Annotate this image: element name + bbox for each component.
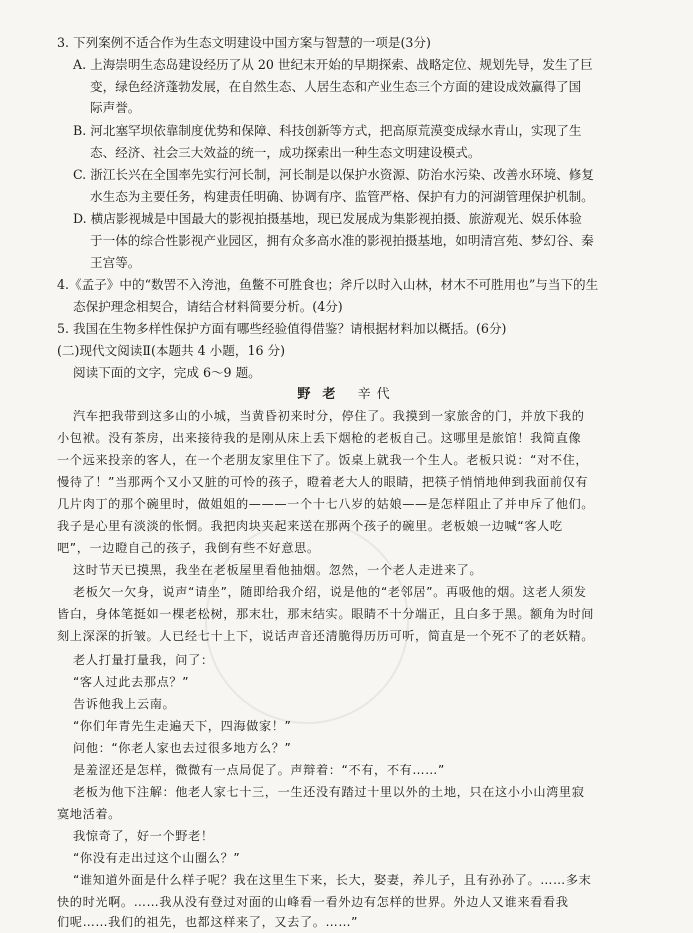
q3-option-d-line3: 王宫等。 [90, 255, 141, 270]
section-header: (二)现代文阅读Ⅱ(本题共 4 小题，16 分) [57, 343, 285, 358]
q4-line2: 态保护理念相契合，请结合材料简要分析。(4分) [73, 299, 343, 314]
q4-line1: 4.《孟子》中的“数罟不入洿池，鱼鳖不可胜食也；斧斤以时入山林，材木不可胜用也”与当下的生 [57, 277, 599, 292]
q3-option-d-line1: D. 横店影视城是中国最大的影视拍摄基地，现已发展成为集影视拍摄、旅游观光、娱乐体验 [73, 211, 582, 226]
q3-stem: 3. 下列案例不适合作为生态文明建设中国方案与智慧的一项是(3分) [57, 35, 431, 50]
article-line-9: 老板欠一欠身，说声“请坐”，随即给我介绍，说是他的“老邻居”。再吸他的烟。这老人须发 [73, 585, 587, 599]
q3-option-a-line3: 际声誉。 [90, 100, 141, 115]
article-line-8: 这时节天已摸黑，我坐在老板屋里看他抽烟。忽然，一个老人走进来了。 [73, 563, 483, 577]
article-line-13: “客人过此去那点？” [73, 675, 190, 689]
article-title: 野老 [297, 387, 348, 402]
q3-option-b-line1: B. 河北塞罕坝依靠制度优势和保障、科技创新等方式，把高原荒漠变成绿水青山，实现了生 [73, 123, 582, 138]
article-line-4: 慢待了！”当那两个又小又脏的可怜的孩子，瞪着老大人的眼睛，把筷子悄悄地伸到我面前仅有 [57, 475, 589, 489]
article-line-24: 们呢……我们的祖先，也都这样来了，又去了。……” [57, 915, 359, 929]
article-line-18: 老板为他下注解：他老人家七十三，一生还没有踏过十里以外的土地，只在这小小山湾里寂 [73, 785, 585, 799]
q3-option-c-line1: C. 浙江长兴在全国率先实行河长制，河长制是以保护水资源、防治水污染、改善水环境、修复 [73, 167, 594, 182]
article-line-21: “你没有走出过这个山圈么？” [73, 851, 241, 865]
article-line-14: 告诉他我上云南。 [73, 697, 176, 711]
q3-option-c-line2: 水生态为主要任务，构建责任明确、协调有序、监管严格、保护有力的河湖管理保护机制。 [90, 189, 594, 204]
article-line-23: 快的时光啊。……我从没有登过对面的山峰看一看外边有怎样的世界。外边人又谁来看看我 [57, 895, 569, 909]
article-line-19: 寞地活着。 [57, 807, 121, 821]
article-line-2: 小包袱。没有茶房，出来接待我的是刚从床上丢下烟枪的老板自己。这哪里是旅馆！我简直像 [57, 431, 582, 445]
article-line-10: 皆白，身体笔挺如一棵老松树，那末壮，那末结实。眼睛不十分端正，且白多于黑。额角为时间 [57, 607, 595, 621]
article-line-7: 吧”，一边瞪自己的孩子，我倒有些不好意思。 [57, 541, 320, 555]
article-line-5: 几片肉丁的那个碗里时，做姐姐的———一个十七八岁的姑娘——是怎样阻止了并申斥了他们。 [57, 497, 595, 511]
article-line-12: 老人打量打量我，问了： [73, 653, 214, 667]
q3-option-b-line2: 态、经济、社会三大效益的统一，成功探索出一种生态文明建设模式。 [90, 145, 481, 160]
article-line-11: 刻上深深的折皱。人已经七十上下，说话声音还清脆得历历可听，简直是一个死不了的老妖精。 [57, 629, 595, 643]
article-line-3: 一个远来投亲的客人，在一个老朋友家里住下了。饭桌上就我一个生人。老板只说：“对不住， [57, 453, 589, 467]
article-line-15: “你们年青先生走遍天下，四海做家！” [73, 719, 292, 733]
article-line-6: 我子是心里有淡淡的怅惘。我把肉块夹起来送在那两个孩子的碗里。老板娘一边喊“客人吃 [57, 519, 563, 533]
q3-option-a-line1: A. 上海崇明生态岛建设经历了从 20 世纪末开始的早期探索、战略定位、规划先导，发生了巨 [73, 57, 593, 72]
q3-option-a-line2: 变，绿色经济蓬勃发展，在自然生态、人居生态和产业生态三个方面的建设成效赢得了国 [90, 79, 582, 94]
article-author: 辛代 [357, 387, 396, 402]
article-line-22: “谁知道外面是什么样子呢？我在这里生下来，长大，娶妻，养儿子，且有孙孙了。……多末 [73, 873, 592, 887]
reading-instruction: 阅读下面的文字，完成 6～9 题。 [73, 365, 261, 380]
q5: 5. 我国在生物多样性保护方面有哪些经验值得借鉴？请根据材料加以概括。(6分) [57, 321, 507, 336]
article-line-1: 汽车把我带到这多山的小城，当黄昏初来时分，停住了。我摸到一家旅舍的门，并放下我的 [73, 409, 585, 423]
article-line-16: 问他：“你老人家也去过很多地方么？” [73, 741, 292, 755]
article-heading [0, 383, 693, 402]
q3-option-d-line2: 于一体的综合性影视产业园区，拥有众多高水准的影视拍摄基地，如明清宫苑、梦幻谷、秦 [90, 233, 594, 248]
article-line-20: 我惊奇了，好一个野老！ [73, 829, 214, 843]
article-line-17: 是羞涩还是怎样，微微有一点局促了。声辩着：“不有，不有……” [73, 763, 445, 777]
